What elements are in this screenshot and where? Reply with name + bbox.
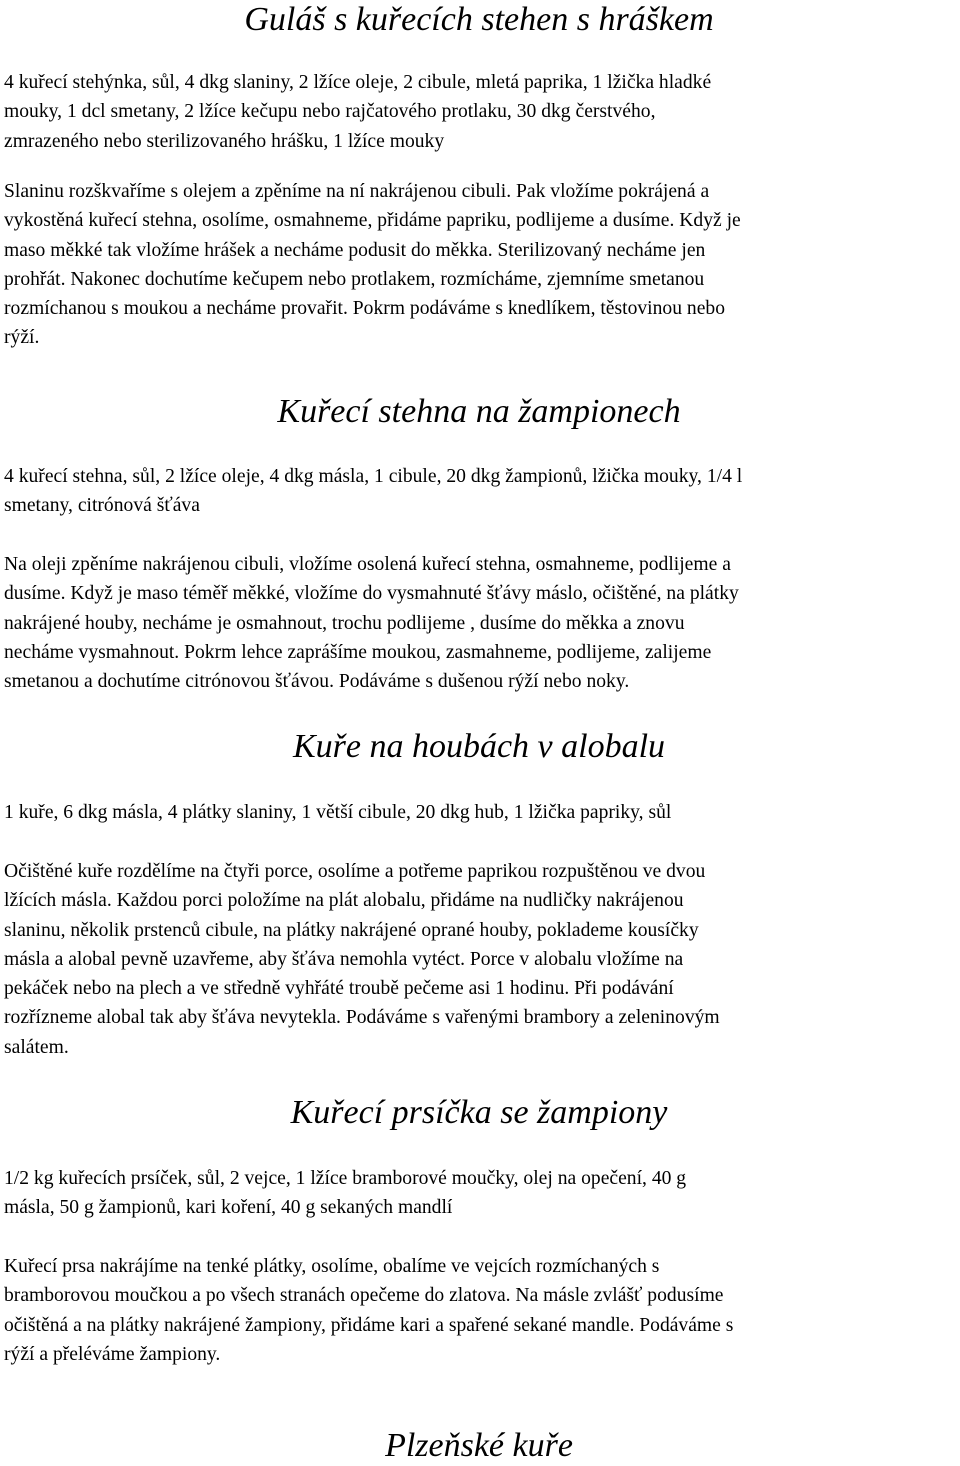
recipe-title: Guláš s kuřecích stehen s hráškem [244, 1, 714, 38]
recipe-method [4, 1252, 733, 1369]
text-line: 1 kuře, 6 dkg másla, 4 plátky slaniny, 1 větší cibule, 20 dkg hub, 1 lžička papriky, sůl [4, 802, 672, 823]
recipe-method [4, 857, 720, 1062]
recipe-title: Kuřecí stehna na žampionech [277, 393, 681, 430]
text-line: salátem. [4, 1036, 69, 1058]
text-line: rozřízneme alobal tak aby šťáva nevytekla. Podáváme s vařenými brambory a zeleninovým [4, 1007, 720, 1029]
text-line: lžících másla. Každou porci položíme na plát alobalu, přidáme na nudličky nakrájenou [4, 890, 684, 912]
text-line: smetanou a dochutíme citrónovou šťávou. Podáváme s dušenou rýží nebo noky. [4, 671, 630, 693]
recipe-title: Kuřecí prsíčka se žampiony [290, 1094, 668, 1131]
text-line: 4 kuřecí stehýnka, sůl, 4 dkg slaniny, 2 lžíce oleje, 2 cibule, mletá paprika, 1 lžička hladké [4, 72, 712, 93]
text-line: mouky, 1 dcl smetany, 2 lžíce kečupu nebo rajčatového protlaku, 30 dkg čerstvého, [4, 101, 656, 123]
text-line: Slaninu rozškvaříme s olejem a zpěníme na ní nakrájenou cibuli. Pak vložíme pokrájená a [4, 181, 710, 202]
text-line: rýží a přeléváme žampiony. [4, 1343, 221, 1365]
text-line: dusíme. Když je maso téměř měkké, vložíme do vysmahnuté šťávy máslo, očištěné, na plátky [4, 583, 739, 605]
text-line: Očištěné kuře rozdělíme na čtyři porce, osolíme a potřeme paprikou rozpuštěnou ve dvou [4, 861, 706, 882]
recipe-method [4, 550, 739, 696]
text-line: prohřát. Nakonec dochutíme kečupem nebo protlakem, rozmícháme, zjemníme smetanou [4, 268, 705, 290]
recipe-ingredients [4, 68, 711, 156]
text-line: zmrazeného nebo sterilizovaného hrášku, 1 lžíce mouky [4, 130, 445, 152]
text-line: Na oleji zpěníme nakrájenou cibuli, vložíme osolená kuřecí stehna, osmahneme, podlijeme a [4, 554, 731, 575]
text-line: bramborovou moučkou a po všech stranách opečeme do zlatova. Na másle zvlášť podusíme [4, 1285, 724, 1307]
text-line: smetany, citrónová šťáva [4, 495, 200, 517]
text-line: vykostěná kuřecí stehna, osolíme, osmahneme, přidáme papriku, podlijeme a dusíme. Když je [4, 210, 741, 232]
recipe-ingredients [4, 1164, 686, 1223]
recipe-method [4, 177, 741, 353]
text-line: 4 kuřecí stehna, sůl, 2 lžíce oleje, 4 dkg másla, 1 cibule, 20 dkg žampionů, lžička mouky, 1/4 l [4, 466, 743, 487]
recipe-ingredients [4, 462, 742, 521]
text-line: Kuřecí prsa nakrájíme na tenké plátky, osolíme, obalíme ve vejcích rozmíchaných s [4, 1256, 660, 1277]
recipe-title: Plzeňské kuře [385, 1427, 573, 1464]
text-line: pekáček nebo na plech a ve středně vyhřáté troubě pečeme asi 1 hodinu. Při podávání [4, 978, 674, 1000]
text-line: 1/2 kg kuřecích prsíček, sůl, 2 vejce, 1 lžíce bramborové moučky, olej na opečení, 40 g [4, 1168, 687, 1189]
text-line: očištěná a na plátky nakrájené žampiony, přidáme kari a spařené sekané mandle. Podáváme s [4, 1314, 734, 1336]
text-line: necháme vysmahnout. Pokrm lehce zaprášíme moukou, zasmahneme, podlijeme, zalijeme [4, 641, 712, 663]
text-line: nakrájené houby, necháme je osmahnout, trochu podlijeme , dusíme do měkka a znovu [4, 612, 685, 634]
text-line: másla a alobal pevně uzavřeme, aby šťáva nemohla vytéct. Porce v alobalu vložíme na [4, 948, 684, 970]
recipe-title: Kuře na houbách v alobalu [292, 728, 666, 765]
text-line: rozmíchanou s moukou a necháme provařit. Pokrm podáváme s knedlíkem, těstovinou nebo [4, 298, 725, 320]
text-line: slaninu, několik prstenců cibule, na plátky nakrájené oprané houby, poklademe kousíčky [4, 919, 699, 941]
recipe-ingredients [4, 798, 671, 827]
text-line: maso měkké tak vložíme hrášek a necháme podusit do měkka. Sterilizovaný necháme jen [4, 239, 706, 261]
text-line: másla, 50 g žampionů, kari koření, 40 g sekaných mandlí [4, 1197, 453, 1219]
text-line: rýží. [4, 327, 40, 349]
